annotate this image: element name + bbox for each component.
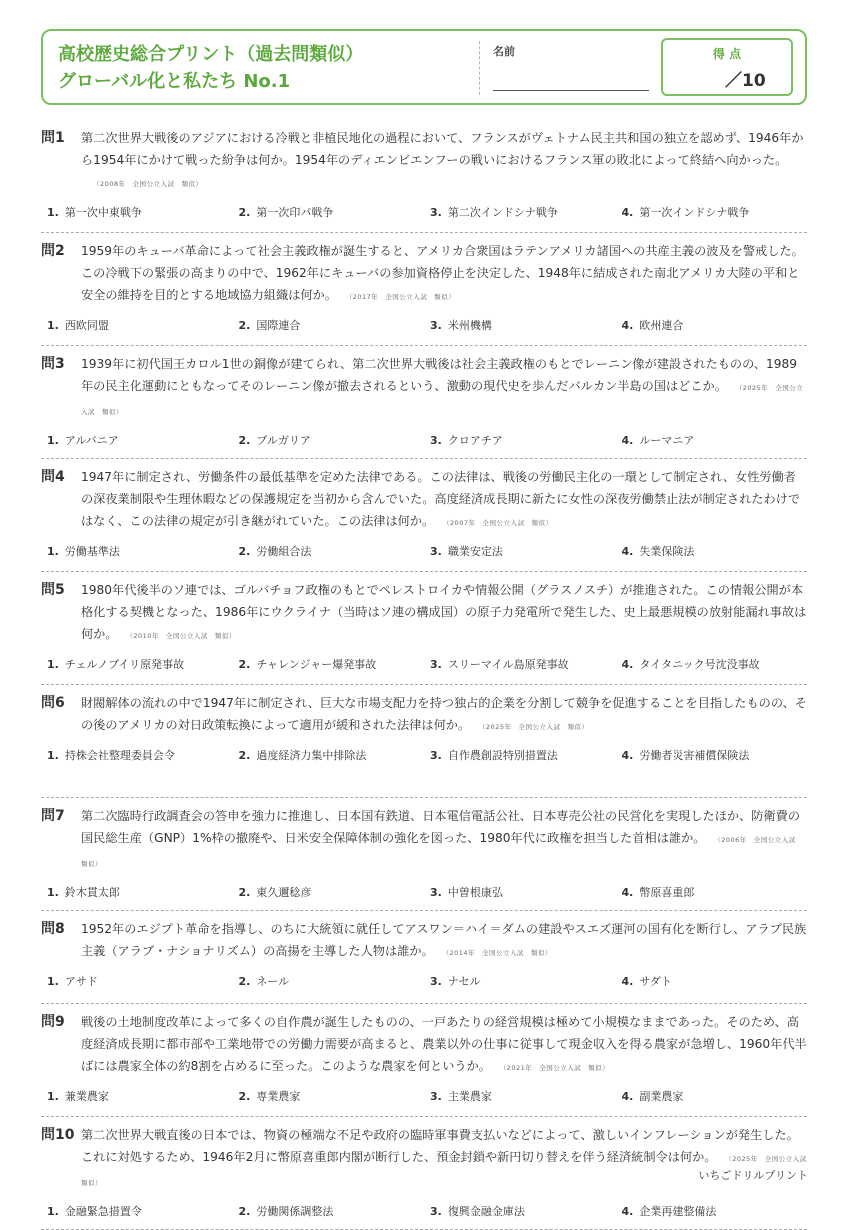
question-text (81, 805, 807, 875)
question-text (81, 466, 807, 534)
choice-number: 4. (621, 545, 634, 558)
choice-list (41, 656, 807, 672)
question-source: （2025年 全国公立入試 類似） (482, 723, 589, 731)
choice-label: 金融緊急措置令 (64, 1205, 142, 1218)
choice-number: 2. (238, 545, 251, 558)
choice-label: ネール (256, 975, 290, 988)
answer-choice[interactable] (616, 317, 808, 333)
choice-label: チェルノブイリ原発事故 (64, 658, 185, 671)
question-body: 1952年のエジプト革命を指導し、のちに大統領に就任してアスワン＝ハイ＝ダムの建設やスエズ運河の国有化を断行し、アラブ民族主義（アラブ・ナショナリズム）の高揚を主導した人物は誰か。 (81, 922, 807, 958)
choice-number: 4. (621, 319, 634, 332)
question-source: （2014年 全国公立入試 類似） (445, 949, 553, 957)
choice-list (41, 1088, 807, 1104)
answer-choice[interactable] (41, 204, 233, 220)
choice-number: 1. (47, 749, 59, 762)
choice-label: 自作農創設特別措置法 (447, 749, 558, 762)
choice-label: タイタニック号沈没事故 (639, 658, 760, 671)
choice-number: 2. (238, 206, 251, 219)
choice-label: アルバニア (64, 434, 119, 447)
choice-list (41, 1203, 807, 1219)
choice-number: 2. (238, 975, 251, 988)
question-number: 問1 (41, 130, 65, 146)
choice-number: 4. (621, 434, 634, 447)
answer-choice[interactable] (424, 747, 616, 763)
choice-number: 2. (238, 1205, 251, 1218)
choice-number: 3. (430, 545, 442, 558)
choice-label: 企業再建整備法 (639, 1205, 717, 1218)
choice-label: 主業農家 (447, 1090, 492, 1103)
question-source: （2006年 全国公立入試 類似） (81, 836, 803, 868)
question-number: 問9 (41, 1014, 65, 1030)
choice-number: 3. (430, 658, 442, 671)
answer-choice[interactable] (233, 1088, 425, 1104)
choice-label: ブルガリア (256, 434, 311, 447)
question-block (41, 240, 807, 346)
question-body: 1980年代後半のソ連では、ゴルバチョフ政権のもとでペレストロイカや情報公開（グラスノスチ）が推進された。この情報公開が本格化する契機となった、1986年にウクライナ（当時はソ連の構成国）の原子力発電所で発生した、史上最悪規模の放射能漏れ事故は何か。 (81, 583, 807, 641)
question-block (41, 692, 807, 798)
choice-label: 労働基準法 (64, 545, 120, 558)
choice-label: ナセル (447, 975, 481, 988)
question-text (81, 240, 807, 308)
answer-choice[interactable] (616, 432, 808, 448)
choice-number: 4. (621, 658, 634, 671)
answer-choice[interactable] (233, 432, 425, 448)
choice-label: 鈴木貫太郎 (64, 886, 120, 899)
choice-number: 3. (430, 886, 442, 899)
question-source: （2007年 全国公立入試 類似） (446, 519, 553, 527)
question-list (41, 127, 814, 1230)
choice-number: 1. (47, 1090, 59, 1103)
answer-choice[interactable] (424, 656, 616, 672)
answer-choice[interactable] (233, 747, 425, 763)
question-block (41, 1011, 807, 1117)
choice-number: 1. (47, 434, 59, 447)
choice-label: 西欧同盟 (64, 319, 109, 332)
choice-label: 米州機構 (447, 319, 492, 332)
title-line-1: 高校歴史総合プリント（過去問類似） (58, 44, 364, 65)
score-label: 得 点 (712, 47, 742, 61)
question-block (41, 127, 807, 233)
choice-number: 3. (430, 206, 442, 219)
question-number: 問8 (41, 921, 65, 937)
question-text (81, 1124, 814, 1194)
answer-choice[interactable] (616, 204, 808, 220)
answer-choice[interactable] (616, 747, 808, 763)
choice-label: スリーマイル島原発事故 (447, 658, 569, 671)
choice-number: 2. (238, 658, 251, 671)
choice-label: 復興金融金庫法 (447, 1205, 525, 1218)
choice-list (41, 317, 807, 333)
choice-label: 専業農家 (256, 1090, 301, 1103)
question-body: 第二次世界大戦直後の日本では、物資の極端な不足や政府の臨時軍事費支払いなどによって、激しいインフレーションが発生した。これに対処するため、1946年2月に幣原喜重郎内閣が断行した、預金封鎖や新円切り替えを伴う経済統制令は何か。 (81, 1128, 799, 1164)
answer-choice[interactable] (233, 543, 425, 559)
question-number: 問10 (41, 1127, 75, 1143)
footer-brand: いちごドリルプリント (698, 1169, 808, 1182)
choice-number: 2. (238, 434, 251, 447)
choice-list (41, 543, 807, 559)
answer-choice[interactable] (233, 1203, 425, 1219)
answer-choice[interactable] (424, 432, 616, 448)
choice-label: 持株会社整理委員会令 (64, 749, 175, 762)
question-number: 問3 (41, 356, 65, 372)
choice-number: 3. (430, 1205, 442, 1218)
choice-number: 4. (621, 206, 634, 219)
choice-number: 4. (621, 1090, 634, 1103)
choice-label: アサド (64, 975, 98, 988)
answer-choice[interactable] (424, 317, 616, 333)
question-number: 問2 (41, 243, 65, 259)
choice-label: 中曽根康弘 (447, 886, 503, 899)
choice-number: 2. (238, 319, 251, 332)
choice-number: 4. (621, 975, 634, 988)
title-line-2: グローバル化と私たち No.1 (58, 71, 291, 92)
choice-number: 3. (430, 319, 442, 332)
question-body: 第二次臨時行政調査会の答申を強力に推進し、日本国有鉄道、日本電信電話公社、日本専売公社の民営化を実現したほか、防衛費の国民総生産（GNP）1%枠の撤廃や、日米安全保障体制の強化を図った、1980年代に政権を担当した首相は誰か。 (81, 809, 801, 845)
score-box (661, 38, 793, 96)
question-block (41, 918, 807, 1004)
choice-label: 第一次中東戦争 (64, 206, 142, 219)
question-source: （2010年 全国公立入試 類似） (129, 632, 236, 640)
question-text (81, 353, 807, 423)
choice-number: 3. (430, 1090, 442, 1103)
answer-choice[interactable] (41, 317, 233, 333)
question-block (41, 353, 807, 459)
question-text (81, 1011, 807, 1079)
choice-list (41, 204, 807, 220)
answer-choice[interactable] (424, 543, 616, 559)
choice-number: 3. (430, 749, 442, 762)
choice-label: 職業安定法 (447, 545, 503, 558)
question-body: 1939年に初代国王カロル1世の銅像が建てられ、第二次世界大戦後は社会主義政権のもとでレーニン像が建設されたものの、1989年の民主化運動にともなってそのレーニン像が撤去されるという、激動の現代史を歩んだバルカン半島の国はどこか。 (81, 357, 797, 393)
choice-number: 1. (47, 658, 59, 671)
answer-choice[interactable] (424, 1203, 616, 1219)
answer-choice[interactable] (233, 317, 425, 333)
choice-list (41, 884, 807, 900)
choice-label: 東久邇稔彦 (256, 886, 312, 899)
choice-number: 2. (238, 886, 251, 899)
question-source: （2025年 全国公立入試 類似） (81, 384, 804, 416)
answer-choice[interactable] (424, 1088, 616, 1104)
answer-choice[interactable] (41, 432, 233, 448)
question-body: 1959年のキューバ革命によって社会主義政権が誕生すると、アメリカ合衆国はラテンアメリカ諸国への共産主義の波及を警戒した。この冷戦下の緊張の高まりの中で、1962年にキューバの参加資格停止を決定した、1948年に結成された南北アメリカ大陸の平和と安全の維持を目的とする地域協力組織は何か。 (81, 244, 804, 302)
answer-choice[interactable] (41, 656, 233, 672)
answer-choice[interactable] (616, 1088, 808, 1104)
choice-number: 1. (47, 886, 59, 899)
choice-number: 2. (238, 1090, 251, 1103)
answer-choice[interactable] (41, 747, 233, 763)
score-value: ／10 (725, 71, 766, 91)
question-number: 問6 (41, 695, 65, 711)
answer-choice[interactable] (41, 884, 233, 900)
worksheet-title (58, 41, 468, 95)
answer-choice[interactable] (233, 656, 425, 672)
choice-label: 第一次インドシナ戦争 (639, 206, 750, 219)
choice-label: 兼業農家 (64, 1090, 109, 1103)
choice-number: 1. (47, 319, 59, 332)
choice-label: 第一次印パ戦争 (256, 206, 334, 219)
answer-choice[interactable] (41, 1088, 233, 1104)
question-body: 戦後の土地制度改革によって多くの自作農が誕生したものの、一戸あたりの経営規模は極めて小規模なままであった。そのため、高度経済成長期に都市部や工業地帯での労働力需要が高まると、農業以外の仕事に従事して現金収入を得る農家が急増し、1960年代半ばには農家全体の約8割を占めるに至った。このような農家を何というか。 (81, 1015, 807, 1073)
answer-choice[interactable] (233, 204, 425, 220)
choice-label: 第二次インドシナ戦争 (447, 206, 558, 219)
name-field[interactable] (493, 90, 649, 91)
answer-choice[interactable] (616, 973, 808, 989)
question-block (41, 805, 807, 911)
choice-number: 1. (47, 1205, 59, 1218)
answer-choice[interactable] (41, 1203, 233, 1219)
question-body: 第二次世界大戦後のアジアにおける冷戦と非植民地化の過程において、フランスがヴェトナム民主共和国の独立を認めず、1946年から1954年にかけて戦った紛争は何か。1954年のディエンビエンフーの戦いにおけるフランス軍の敗北によって終結へ向かった。 (81, 131, 804, 167)
choice-label: 副業農家 (639, 1090, 684, 1103)
choice-label: 労働組合法 (256, 545, 312, 558)
question-text (81, 127, 807, 195)
answer-choice[interactable] (616, 543, 808, 559)
choice-number: 3. (430, 434, 442, 447)
name-label: 名前 (493, 45, 515, 58)
question-source: （2008年 全国公立入試 類似） (93, 180, 203, 188)
choice-number: 4. (621, 1205, 634, 1218)
question-source: （2017年 全国公立入試 類似） (348, 293, 456, 301)
answer-choice[interactable] (233, 884, 425, 900)
choice-number: 1. (47, 545, 59, 558)
choice-label: 幣原喜重郎 (639, 886, 695, 899)
choice-label: クロアチア (447, 434, 503, 447)
question-number: 問4 (41, 469, 65, 485)
question-block (41, 579, 807, 685)
answer-choice[interactable] (233, 973, 425, 989)
answer-choice[interactable] (424, 204, 616, 220)
question-number: 問5 (41, 582, 65, 598)
question-text (81, 692, 807, 738)
choice-label: 国際連合 (256, 319, 301, 332)
choice-list (41, 432, 807, 448)
choice-label: 労働者災害補償保険法 (639, 749, 750, 762)
choice-list (41, 973, 807, 989)
choice-number: 2. (238, 749, 251, 762)
header-divider (479, 41, 480, 95)
worksheet-header (41, 29, 807, 105)
choice-label: サダト (639, 975, 672, 988)
answer-choice[interactable] (616, 884, 808, 900)
question-body: 1947年に制定され、労働条件の最低基準を定めた法律である。この法律は、戦後の労働民主化の一環として制定され、女性労働者の深夜業制限や生理休暇などの保護規定を当初から含んでいた。高度経済成長期に新たに女性の深夜労働禁止法が制定されたわけではなく、この法律の規定が引き継がれていた。この法律は何か。 (81, 470, 801, 528)
choice-number: 4. (621, 886, 634, 899)
choice-label: チャレンジャー爆発事故 (256, 658, 377, 671)
choice-number: 4. (621, 749, 634, 762)
answer-choice[interactable] (41, 973, 233, 989)
answer-choice[interactable] (424, 884, 616, 900)
question-text (81, 918, 807, 964)
answer-choice[interactable] (616, 656, 808, 672)
choice-number: 3. (430, 975, 442, 988)
question-block (41, 1124, 814, 1230)
answer-choice[interactable] (424, 973, 616, 989)
question-number: 問7 (41, 808, 65, 824)
choice-label: 過度経済力集中排除法 (256, 749, 367, 762)
choice-label: 労働関係調整法 (256, 1205, 334, 1218)
choice-label: 失業保険法 (639, 545, 695, 558)
answer-choice[interactable] (616, 1203, 808, 1219)
question-source: （2025年 全国公立入試 類似） (81, 1155, 814, 1187)
question-body: 財閥解体の流れの中で1947年に制定され、巨大な市場支配力を持つ独占的企業を分割して競争を促進することを目指したものの、その後のアメリカの対日政策転換によって適用が緩和された法律は何か。 (81, 696, 807, 732)
choice-label: 欧州連合 (639, 319, 684, 332)
question-source: （2021年 全国公立入試 類似） (502, 1064, 610, 1072)
choice-number: 1. (47, 975, 59, 988)
question-block (41, 466, 807, 572)
choice-number: 1. (47, 206, 59, 219)
choice-label: ルーマニア (639, 434, 695, 447)
choice-list (41, 747, 807, 763)
question-text (81, 579, 807, 647)
answer-choice[interactable] (41, 543, 233, 559)
